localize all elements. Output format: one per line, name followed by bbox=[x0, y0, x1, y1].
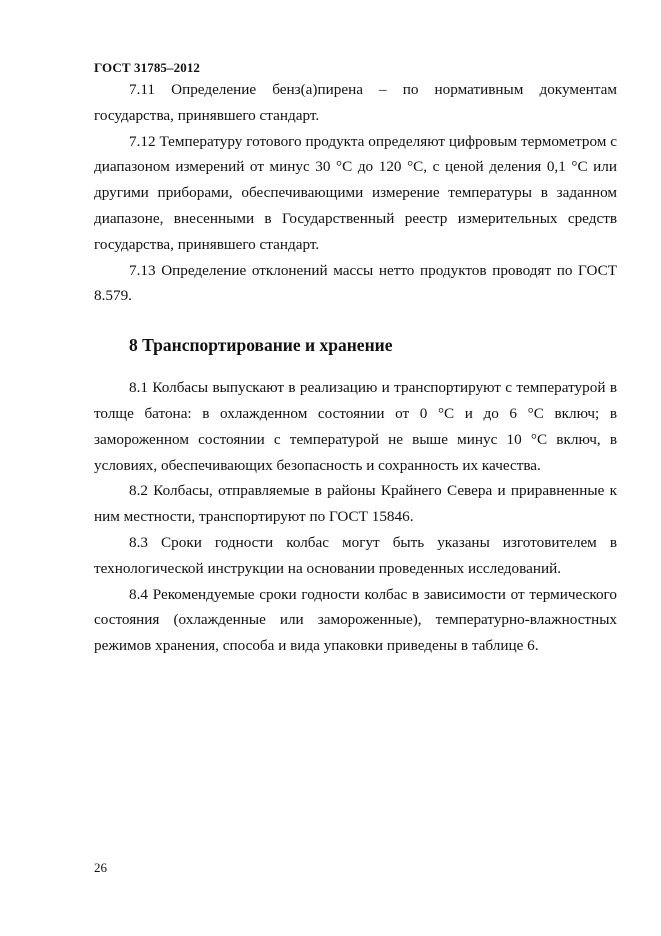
paragraph-8-3: 8.3 Сроки годности колбас могут быть указаны изготовителем в технологической инструкции на основании проведенных исследований. bbox=[94, 533, 617, 577]
paragraph-7-11: 7.11 Определение бенз(а)пирена – по нормативным документам государства, принявшего стандарт. bbox=[94, 81, 617, 124]
paragraph-7-12: 7.12 Температуру готового продукта определяют цифровым термометром с диапазоном измерений от минус 30 °С до 120 °С, с ценой деления 0,1 °С или другими приборами, обеспечивающими измерение температуры в заданном диапазоне, внесенными в Государственный реестр измерительных средств государства, принявшего стандарт. bbox=[94, 132, 617, 253]
document-body bbox=[94, 77, 617, 659]
page-number: 26 bbox=[94, 860, 107, 875]
paragraph-8-4: 8.4 Рекомендуемые сроки годности колбас в зависимости от термического состояния (охлажденные или замороженные), температурно-влажностных режимов хранения, способа и вида упаковки приведены в таблице 6. bbox=[94, 585, 617, 655]
document-header: ГОСТ 31785–2012 bbox=[94, 60, 201, 75]
paragraph-8-2: 8.2 Колбасы, отправляемые в районы Крайнего Севера и приравненные к ним местности, транспортируют по ГОСТ 15846. bbox=[94, 482, 617, 526]
section-title: 8 Транспортирование и хранение bbox=[129, 335, 393, 356]
paragraph-8-1: 8.1 Колбасы выпускают в реализацию и транспортируют с температурой в толще батона: в охлажденном состоянии от 0 °С и до 6 °С включ; в замороженном состоянии с температурой не выше минус 10 °С включ, в условиях, обеспечивающих безопасность и сохранность их качества. bbox=[94, 379, 617, 474]
paragraph-7-13: 7.13 Определение отклонений массы нетто продуктов проводят по ГОСТ 8.579. bbox=[94, 261, 617, 305]
